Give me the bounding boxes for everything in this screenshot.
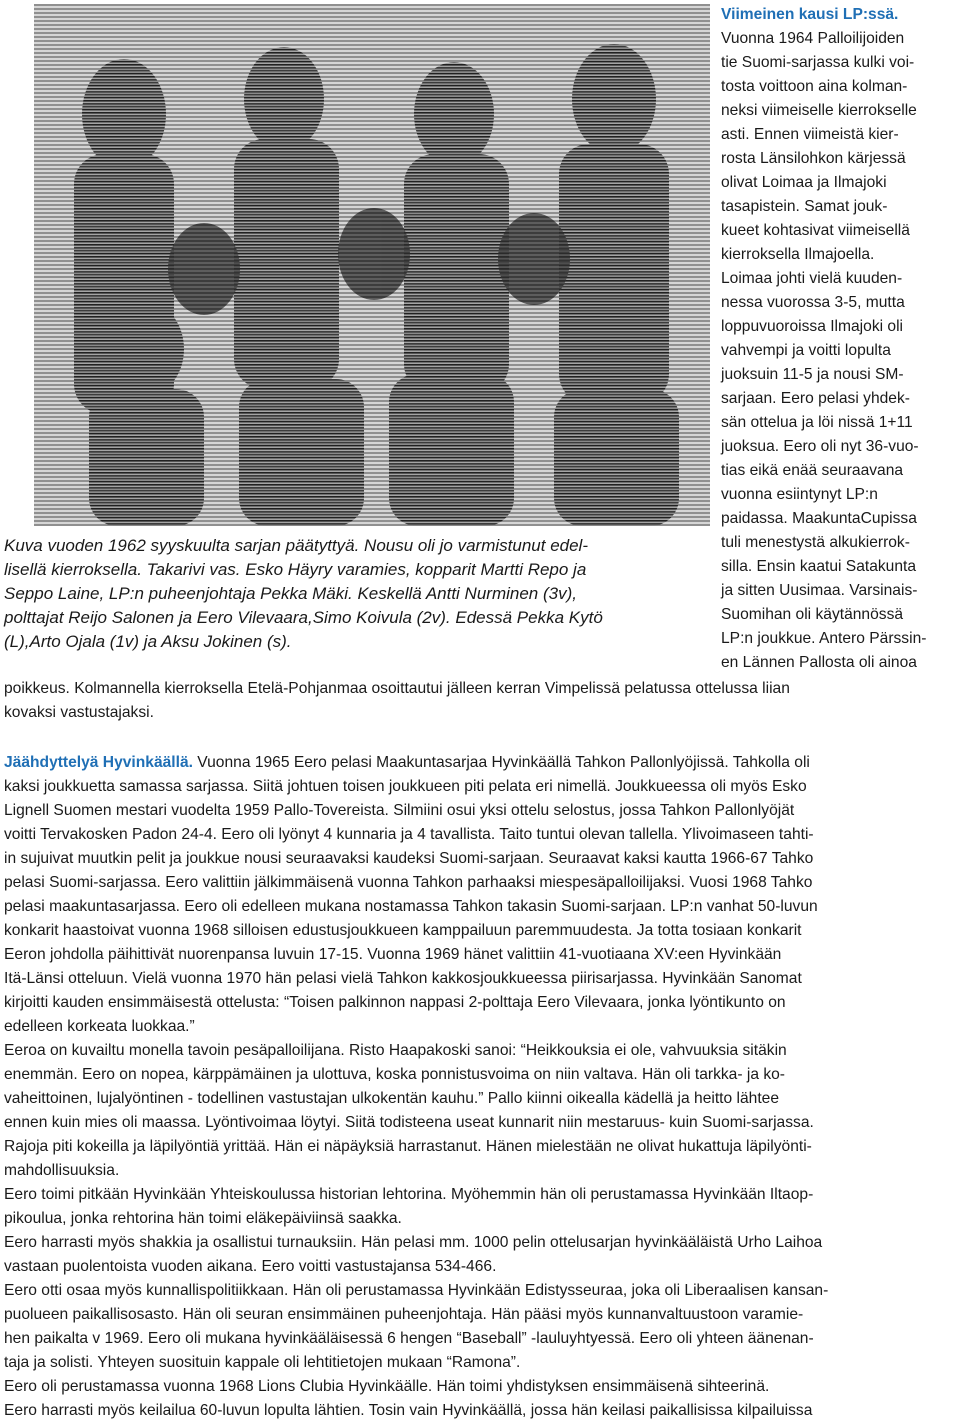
sidebar-line: ja sitten Uusimaa. Varsinais-: [721, 582, 918, 599]
sidebar-line: Suomihan oli käytännössä: [721, 606, 904, 623]
body-line: Eero harrasti myös keilailua 60-luvun lopulta lähtien. Tosin vain Hyvinkäällä, jossa hän keilasi paikallisissa kilpailuissa: [4, 1402, 813, 1419]
sidebar-line: olivat Loimaa ja Ilmajoki: [721, 174, 887, 191]
sidebar-line: Loimaa johti vielä kuuden-: [721, 270, 903, 287]
sidebar-line: asti. Ennen viimeistä kier-: [721, 126, 899, 143]
body-line: Eero otti osaa myös kunnallispolitiikkaan. Hän oli perustamassa Hyvinkään Edistysseuraa, joka oli Liberaalisen kansan-: [4, 1282, 829, 1299]
sidebar-line: tuli menestystä alkukierrok-: [721, 534, 910, 551]
body-line: taja ja solisti. Yhteyen suosituin kappale oli lehtitietojen mukaan “Ramona”.: [4, 1354, 521, 1371]
section-first-line: [4, 751, 956, 775]
body-line: Rajoja piti kokeilla ja läpilyöntiä yrittää. Hän ei näpäyksiä harrastanut. Hänen mielestään ne olivat hukattuja läpilyönti-: [4, 1138, 812, 1155]
body-line: in sujuivat muutkin pelit ja joukkue nousi seuraavaksi kaudeksi Suomi-sarjaan. Seuraavat kaksi kautta 1966-67 Tahko: [4, 850, 814, 867]
body-line: Eeron johdolla päihittivät nuorenpansa luvuin 17-15. Vuonna 1969 hänet valittiin 41-vuotiaana XV:een Hyvinkään: [4, 946, 782, 963]
sidebar-line: en Lännen Pallosta oli ainoa: [721, 654, 917, 671]
body-line: kirjoitti kauden ensimmäisestä ottelusta: “Toisen palkinnon nappasi 2-polttaja Eero Vilevaara, jonka lyöntikunto on: [4, 994, 786, 1011]
body-line: edelleen korkeata luokkaa.”: [4, 1018, 195, 1035]
sidebar-line: tias eikä enää seuraavana: [721, 462, 904, 479]
caption-line: (L),Arto Ojala (1v) ja Aksu Jokinen (s).: [4, 632, 292, 651]
sidebar-line: tosta voittoon aina kolman-: [721, 78, 908, 95]
sidebar-line: sän ottelua ja löi nissä 1+11: [721, 414, 913, 431]
body-line: vastaan puolentoista vuoden aikana. Eero voitti vastustajansa 534-466.: [4, 1258, 497, 1275]
caption-line: lisellä kierroksella. Takarivi vas. Esko Häyry varamies, kopparit Martti Repo ja: [4, 560, 587, 579]
sidebar-article: [721, 3, 957, 675]
sidebar-line: nessa vuorossa 3-5, mutta: [721, 294, 905, 311]
body-line: Lignell Suomen mestari vuodelta 1959 Pallo-Tovereista. Silmiini osui yksi ottelu selostus, jossa Tahkon Pallonlyöjät: [4, 802, 795, 819]
sidebar-line: tie Suomi-sarjassa kulki voi-: [721, 54, 915, 71]
body-line: Eero toimi pitkään Hyvinkään Yhteiskoulussa historian lehtorina. Myöhemmin hän oli perustamassa Hyvinkään Iltaop-: [4, 1186, 814, 1203]
sidebar-line: tasapistein. Samat jouk-: [721, 198, 888, 215]
photo-caption: [4, 534, 704, 654]
sidebar-line: vuonna esiintynyt LP:n: [721, 486, 878, 503]
team-photo-negative-icon: [34, 4, 710, 526]
body-line: Eero oli perustamassa vuonna 1968 Lions Clubia Hyvinkäälle. Hän toimi yhdistyksen ensimmäisenä sihteerinä.: [4, 1378, 770, 1395]
sidebar-line: loppuvuoroissa Ilmajoki oli: [721, 318, 904, 335]
body-line: Eero harrasti myös shakkia ja osallistui turnauksiin. Hän pelasi mm. 1000 pelin ottelusarjan hyvinkääläistä Urho Laihoa: [4, 1234, 823, 1251]
body-line: pelasi maakuntasarjassa. Eero oli edelleen mukana nostamassa Tahkon takasin Suomi-sarjaan. LP:n vanhat 50-luvun: [4, 898, 818, 915]
main-article: [4, 751, 956, 1423]
caption-line: Kuva vuoden 1962 syyskuulta sarjan päätyttyä. Nousu oli jo varmistunut edel-: [4, 536, 588, 555]
body-line: puolueen paikallisosasto. Hän oli seuran ensimmäinen puheenjohtaja. Hän pääsi myös kunnanvaltuustoon varamie-: [4, 1306, 804, 1323]
body-line: konkarit haastoivat vuonna 1968 silloisen edustusjoukkueen kamppailuun paremmuudesta. Ja totta tosiaan konkarit: [4, 922, 802, 939]
sidebar-line: rosta Länsilohkon kärjessä: [721, 150, 906, 167]
body-line: hen paikalta v 1969. Eero oli mukana hyvinkääläisessä 6 hengen “Baseball” -lauluyhtyessä. Eero oli yhteen äänenan-: [4, 1330, 814, 1347]
sidebar-line: LP:n joukkue. Antero Pärssin-: [721, 630, 927, 647]
body-line: pikoulua, jonka rehtorina hän toimi eläkepäiviinsä saakka.: [4, 1210, 402, 1227]
sidebar-line: kierroksella Ilmajoella.: [721, 246, 875, 263]
section-first-line-text: Vuonna 1965 Eero pelasi Maakuntasarjaa Hyvinkäällä Tahkon Pallonlyöjissä. Tahkolla oli: [192, 754, 810, 771]
sidebar-line: paidassa. MaakuntaCupissa: [721, 510, 917, 527]
caption-line: Seppo Laine, LP:n puheenjohtaja Pekka Mäki. Keskellä Antti Nurminen (3v),: [4, 584, 577, 603]
sidebar-line: Vuonna 1964 Palloilijoiden: [721, 30, 905, 47]
sidebar-line: kueet kohtasivat viimeisellä: [721, 222, 910, 239]
body-line: enemmän. Eero on nopea, kärppämäinen ja ulottuva, koska ponnistusvoima on niin valtava. Hän oli tarkka- ja ko-: [4, 1066, 785, 1083]
sidebar-line: juoksuin 11-5 ja nousi SM-: [721, 366, 904, 383]
body-line: mahdollisuuksia.: [4, 1162, 120, 1179]
sidebar-heading: Viimeinen kausi LP:ssä.: [721, 6, 899, 23]
section-heading: Jäähdyttelyä Hyvinkäällä.: [4, 754, 193, 771]
sidebar-line: neksi viimeiselle kierrokselle: [721, 102, 917, 119]
caption-line: polttajat Reijo Salonen ja Eero Vilevaara,Simo Koivula (2v). Edessä Pekka Kytö: [4, 608, 603, 627]
team-photo: [34, 4, 710, 526]
sidebar-line: sarjaan. Eero pelasi yhdek-: [721, 390, 910, 407]
continuation-line: poikkeus. Kolmannella kierroksella Etelä-Pohjanmaa osoittautui jälleen kerran Vimpelissä pelatussa ottelussa liian: [4, 680, 790, 697]
sidebar-line: vahvempi ja voitti lopulta: [721, 342, 891, 359]
body-line: pelasi Suomi-sarjassa. Eero valittiin jälkimmäisenä vuonna Tahkon parhaaksi miespesäpalloilijaksi. Vuosi 1968 Tahko: [4, 874, 813, 891]
body-line: voitti Tervakosken Padon 24-4. Eero oli lyönyt 4 kunnaria ja 4 tavallista. Taito tuntui olevan tallella. Ylivoimaseen tahti-: [4, 826, 814, 843]
continuation-line: kovaksi vastustajaksi.: [4, 704, 154, 721]
continuation-paragraph: [4, 677, 956, 725]
body-line: ennen kuin mies oli maassa. Lyöntivoimaa löytyi. Siitä todisteena useat kunnarit niin mestaruus- kuin Suomi-sarjassa.: [4, 1114, 814, 1131]
sidebar-line: silla. Ensin kaatui Satakunta: [721, 558, 917, 575]
body-line: kaksi joukkuetta samassa sarjassa. Siitä johtuen toisen joukkueen piti pelata eri nimellä. Joukkueessa oli myös Esko: [4, 778, 807, 795]
body-line: Eeroa on kuvailtu monella tavoin pesäpalloilijana. Risto Haapakoski sanoi: “Heikkouksia ei ole, vahvuuksia sitäkin: [4, 1042, 787, 1059]
body-line: Itä-Länsi otteluun. Vielä vuonna 1970 hän pelasi vielä Tahkon kakkosjoukkueessa piirisarjassa. Hyvinkään Sanomat: [4, 970, 802, 987]
body-line: vaheittoinen, lujalyöntinen - todellinen vastustajan ulkokentän kauhu.” Pallo kiinni oikealla kädellä ja heitto lähtee: [4, 1090, 779, 1107]
sidebar-line: juoksua. Eero oli nyt 36-vuo-: [721, 438, 919, 455]
